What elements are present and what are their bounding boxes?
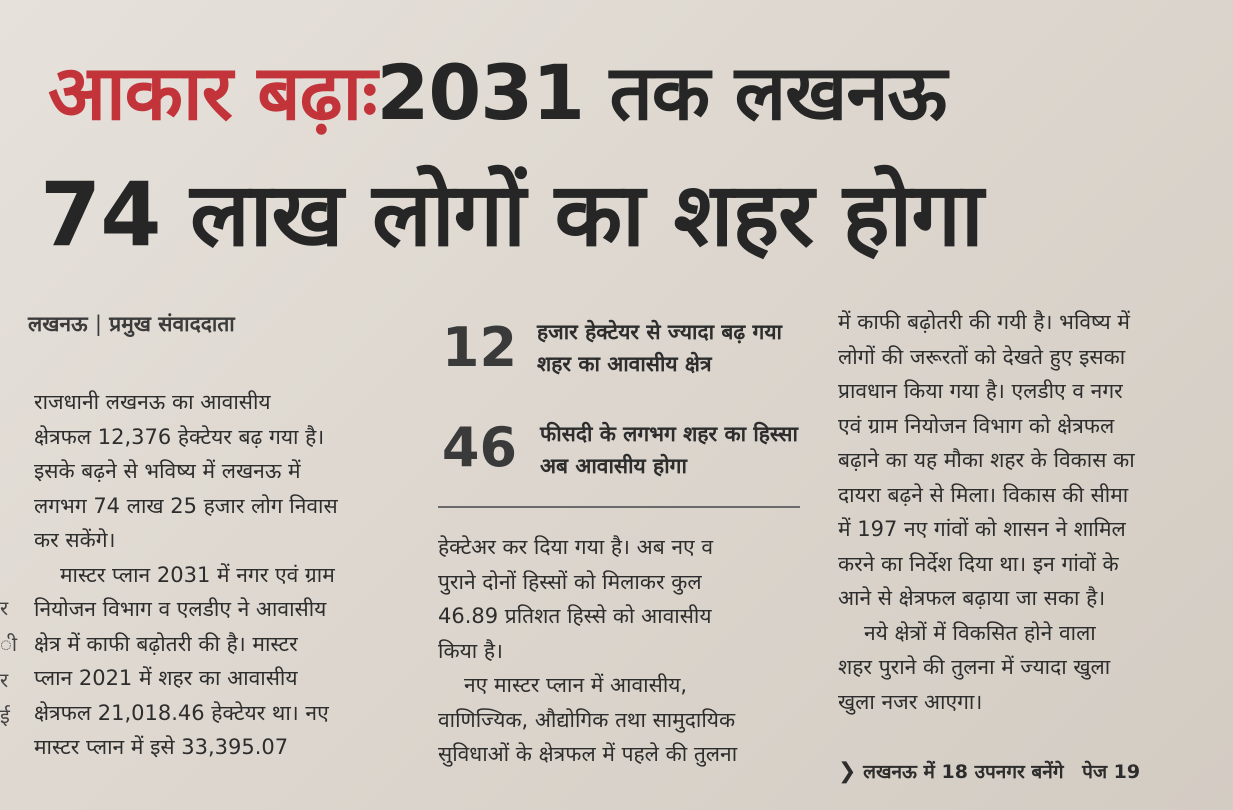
- headline-main: 2031 तक लखनऊ: [376, 48, 947, 137]
- text-line: इसके बढ़ने से भविष्य में लखनऊ में: [34, 459, 301, 483]
- text-line: शहर पुराने की तुलना में ज्यादा खुला: [838, 655, 1111, 679]
- headline-kicker: आकार बढ़ाः: [48, 48, 377, 137]
- article-column-3: [838, 305, 1223, 719]
- text-line: नियोजन विभाग व एलडीए ने आवासीय: [34, 597, 327, 621]
- headline-line-1: [48, 40, 1218, 145]
- stat-caption: हजार हेक्टेयर से ज्यादा बढ़ गया शहर का आवासीय क्षेत्र: [537, 320, 782, 376]
- text-line: नए मास्टर प्लान में आवासीय,: [464, 673, 688, 697]
- text-line: एवं ग्राम नियोजन विभाग को क्षेत्रफल: [838, 413, 1115, 438]
- text-line: क्षेत्रफल 21,018.46 हेक्टेयर था। नए: [34, 700, 329, 725]
- cropped-column-edge: [0, 590, 18, 734]
- stat-number: 46: [441, 416, 518, 479]
- text-line: हेक्टेअर कर दिया गया है। अब नए व: [438, 535, 713, 559]
- text-line: नये क्षेत्रों में विकसित होने वाला: [864, 620, 1096, 645]
- text-line: लोगों की जरूरतों को देखते हुए इसका: [838, 344, 1126, 369]
- text-line: बढ़ाने का यह मौका शहर के विकास का: [838, 448, 1135, 472]
- text-line: वाणिज्यिक, औद्योगिक तथा सामुदायिक: [438, 707, 736, 732]
- text-line: कर सकेंगे।: [34, 528, 116, 552]
- text-line: लगभग 74 लाख 25 हजार लोग निवास: [34, 493, 338, 518]
- byline-author: प्रमुख संवाददाता: [109, 312, 235, 336]
- stat-caption: फीसदी के लगभग शहर का हिस्सा अब आवासीय होगा: [540, 422, 798, 478]
- text-line: करने का निर्देश दिया था। इन गांवों के: [838, 551, 1119, 576]
- text-line: क्षेत्रफल 12,376 हेक्टेयर बढ़ गया है।: [34, 424, 325, 449]
- divider: [438, 506, 800, 508]
- edge-char: र: [0, 668, 9, 692]
- article-column-2: [438, 530, 808, 772]
- text-line: प्रावधान किया गया है। एलडीए व नगर: [838, 379, 1123, 403]
- text-line: खुला नजर आएगा।: [838, 689, 983, 714]
- byline-separator: |: [94, 312, 102, 336]
- text-line: राजधानी लखनऊ का आवासीय: [34, 390, 271, 414]
- text-line: प्लान 2021 में शहर का आवासीय: [34, 666, 298, 690]
- related-story-reference: [838, 755, 1140, 789]
- edge-char: ी: [0, 632, 18, 656]
- text-line: मास्टर प्लान में इसे 33,395.07: [34, 735, 289, 759]
- reference-page: पेज 19: [1082, 761, 1141, 783]
- reference-text: लखनऊ में 18 उपनगर बनेंगे: [863, 761, 1064, 783]
- text-line: आने से क्षेत्रफल बढ़ाया जा सका है।: [838, 586, 1106, 610]
- edge-char: ई: [0, 704, 10, 728]
- edge-char: र: [0, 596, 9, 620]
- headline-line-2: 74 लाख लोगों का शहर होगा: [40, 163, 983, 266]
- text-line: क्षेत्र में काफी बढ़ोतरी की है। मास्टर: [34, 631, 298, 656]
- text-line: में 197 नए गांवों को शासन ने शामिल: [838, 517, 1126, 541]
- text-line: पुराने दोनों हिस्सों को मिलाकर कुल: [438, 569, 702, 594]
- text-line: किया है।: [438, 638, 503, 663]
- text-line: सुविधाओं के क्षेत्रफल में पहले की तुलना: [438, 742, 738, 766]
- text-line: 46.89 प्रतिशत हिस्से को आवासीय: [438, 604, 712, 628]
- text-line: में काफी बढ़ोतरी की गयी है। भविष्य में: [838, 310, 1130, 334]
- byline-place: लखनऊ: [28, 312, 88, 336]
- text-line: दायरा बढ़ने से मिला। विकास की सीमा: [838, 482, 1129, 507]
- text-line: मास्टर प्लान 2031 में नगर एवं ग्राम: [60, 562, 335, 587]
- chevron-right-icon: ❯: [838, 759, 857, 784]
- article-column-1: [34, 385, 409, 765]
- byline: [28, 306, 235, 342]
- stat-number: 12: [441, 316, 518, 379]
